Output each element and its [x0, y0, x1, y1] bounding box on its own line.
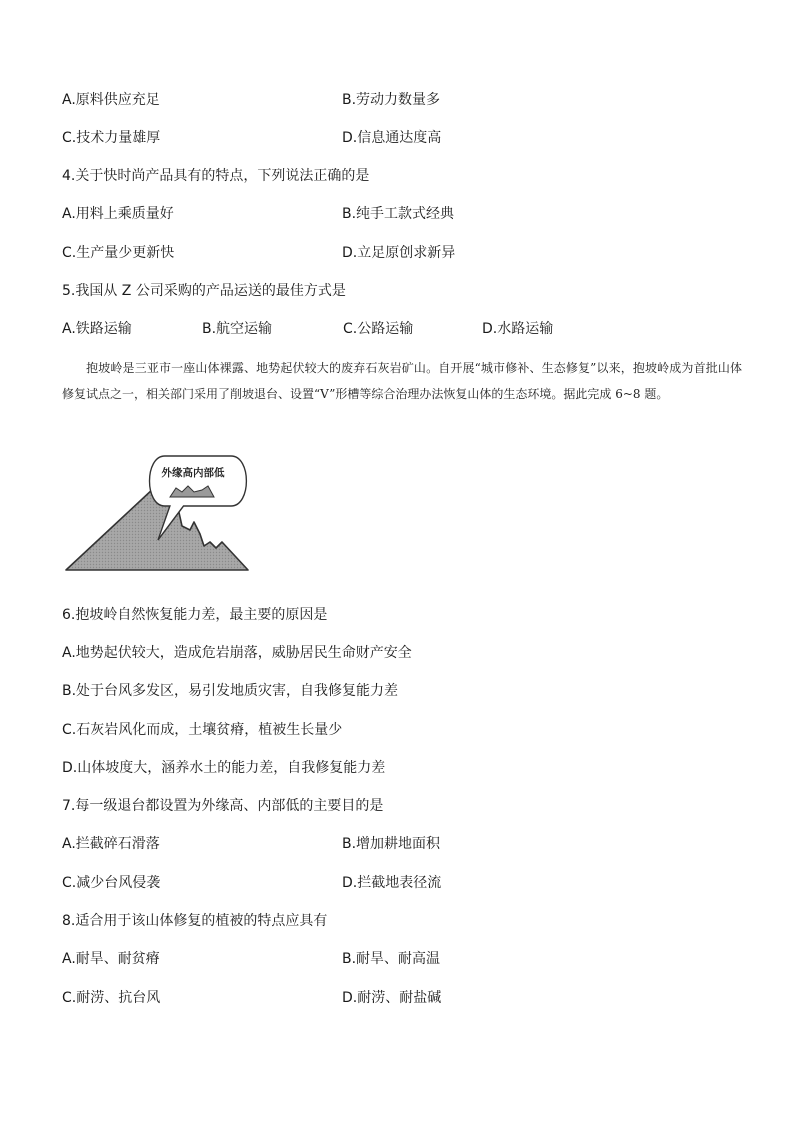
question-7-stem: 7.每一级退台都设置为外缘高、内部低的主要目的是: [62, 798, 384, 814]
option-row: [62, 947, 742, 971]
question-4-stem: 4.关于快时尚产品具有的特点，下列说法正确的是: [62, 168, 370, 184]
option-b: B.纯手工款式经典: [342, 206, 455, 222]
option-a: A.铁路运输: [62, 321, 132, 337]
option-c: C.公路运输: [343, 321, 414, 337]
option-d: D.耐涝、耐盐碱: [342, 990, 442, 1006]
question-8-stem: 8.适合用于该山体修复的植被的特点应具有: [62, 913, 328, 929]
option-c: C.耐涝、抗台风: [62, 990, 161, 1006]
option-d: D.山体坡度大，涵养水土的能力差，自我修复能力差: [62, 760, 386, 776]
option-b: B.处于台风多发区，易引发地质灾害，自我修复能力差: [62, 683, 399, 699]
reading-passage: [62, 355, 742, 407]
option-a: A.耐旱、耐贫瘠: [62, 951, 160, 967]
option-row: [62, 126, 742, 150]
option-row: [62, 871, 742, 895]
option-d: D.拦截地表径流: [342, 875, 442, 891]
option-row: [62, 832, 742, 856]
option-c: C.减少台风侵袭: [62, 875, 161, 891]
bubble-label: 外缘高内部低: [161, 467, 225, 479]
question-6-stem: 6.抱坡岭自然恢复能力差，最主要的原因是: [62, 607, 328, 623]
option-b: B.耐旱、耐高温: [342, 951, 441, 967]
option-row: [62, 986, 742, 1010]
option-a: A.地势起伏较大，造成危岩崩落，威胁居民生命财产安全: [62, 645, 412, 661]
option-c: C.石灰岩风化而成，土壤贫瘠，植被生长量少: [62, 722, 343, 738]
option-a: A.用料上乘质量好: [62, 206, 174, 222]
option-c: C.技术力量雄厚: [62, 130, 161, 146]
option-a: A.拦截碎石滑落: [62, 836, 160, 852]
mountain-diagram: [62, 452, 252, 577]
option-d: D.信息通达度高: [342, 130, 442, 146]
option-row: [62, 241, 742, 265]
mountain-figure: [62, 452, 252, 581]
option-row: [62, 202, 742, 226]
option-b: B.航空运输: [202, 321, 273, 337]
option-d: D.立足原创求新异: [342, 245, 456, 261]
option-c: C.生产量少更新快: [62, 245, 175, 261]
option-b: B.增加耕地面积: [342, 836, 441, 852]
passage-text: 抱坡岭是三亚市一座山体裸露、地势起伏较大的废弃石灰岩矿山。自开展“城市修补、生态修复”以来，抱坡岭成为首批山体修复试点之一，相关部门采用了削坡退台、设置“V”形槽等综合治理办法恢复山体的生态环境。据此完成 6~8 题。: [62, 361, 742, 401]
option-a: A.原料供应充足: [62, 92, 160, 108]
option-row: [62, 88, 742, 112]
option-b: B.劳动力数量多: [342, 92, 441, 108]
question-5-stem: 5.我国从 Z 公司采购的产品运送的最佳方式是: [62, 283, 346, 299]
option-row: [62, 317, 742, 341]
option-d: D.水路运输: [482, 321, 554, 337]
